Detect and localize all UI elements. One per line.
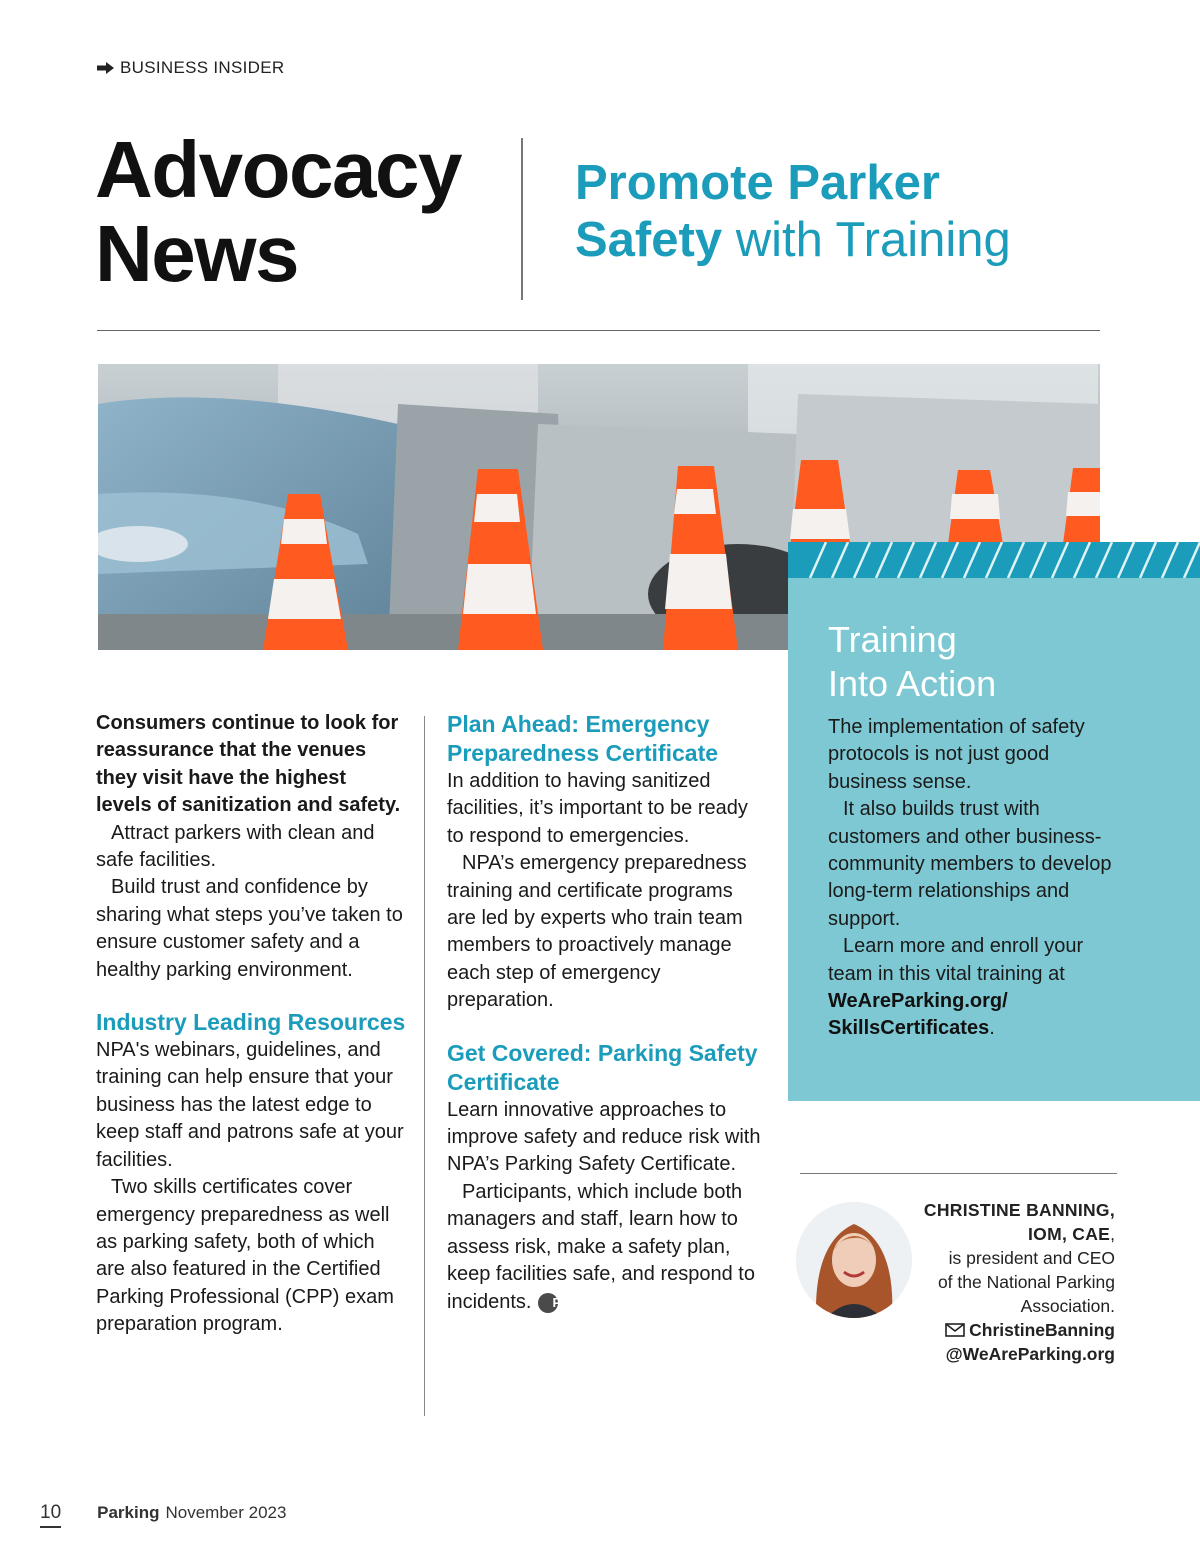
sidebar-paragraph-3-end: .: [989, 1017, 995, 1040]
sidebar-title: [828, 618, 996, 706]
subtitle-rest: with Training: [722, 213, 1011, 267]
column2-paragraph-4-text: Participants, which include both managers and staff, learn how to assess risk, make a safety plan, keep facilities safe, and respond to incidents.: [447, 1180, 755, 1313]
sidebar-stripe-band: [788, 542, 1200, 578]
section-label-text: BUSINESS INSIDER: [120, 58, 285, 77]
heading-industry-leading-resources: Industry Leading Resources: [96, 1009, 406, 1036]
subtitle-bold-2: Safety: [575, 213, 723, 267]
column1-paragraph-4: Two skills certificates cover emergency preparedness as well as parking safety, both of which are also featured in the Certified Parking Professional (CPP) exam preparation program.: [96, 1176, 394, 1336]
sidebar-training-into-action: [788, 542, 1200, 1101]
column1-paragraph-1: Attract parkers with clean and safe facilities.: [96, 821, 375, 872]
title-divider: [521, 138, 523, 300]
author-name-line-1: CHRISTINE BANNING,: [923, 1200, 1115, 1220]
column2-paragraph-1: In addition to having sanitized facilities, it’s important to be ready to respond to emergencies.: [447, 770, 748, 847]
article-column-2: [447, 710, 763, 1316]
sidebar-title-line-1: Training: [828, 619, 957, 660]
author-name-line-2-row: [815, 1222, 1115, 1246]
article-column-1: [96, 710, 406, 1339]
header-rule: [97, 330, 1100, 331]
author-bio-line-3: Association.: [1020, 1296, 1115, 1316]
magazine-name: Parking: [97, 1503, 160, 1522]
arrow-right-icon: [97, 62, 114, 74]
column2-paragraph-3: Learn innovative approaches to improve safety and reduce risk with NPA’s Parking Safety Certificate.: [447, 1098, 761, 1176]
title-line-1: Advocacy: [95, 125, 461, 214]
sidebar-paragraph-3-text: Learn more and enroll your team in this vital training at: [828, 935, 1084, 985]
page-footer: [40, 1502, 286, 1528]
skills-certificates-link[interactable]: WeAreParking.org/ SkillsCertificates: [828, 990, 1008, 1040]
column-divider: [424, 716, 425, 1416]
author-email[interactable]: [815, 1318, 1115, 1342]
column1-paragraph-2: Build trust and confidence by sharing what steps you’ve taken to ensure customer safety and a healthy parking environment.: [96, 876, 403, 981]
column1-paragraph-3: NPA's webinars, guidelines, and training can help ensure that your business has the latest edge to keep staff and patrons safe at your facilities.: [96, 1039, 404, 1171]
lead-paragraph: Consumers continue to look for reassurance that the venues they visit have the highest levels of sanitization and safety.: [96, 712, 401, 817]
author-name-line-2: IOM, CAE: [1028, 1224, 1111, 1244]
article-subtitle: [575, 155, 1011, 269]
author-bio: [815, 1198, 1115, 1366]
title-line-2: News: [95, 209, 298, 298]
column2-paragraph-2: NPA’s emergency preparedness training and certificate programs are led by experts who train team members to proactively manage each step of emergency preparation.: [447, 852, 747, 1012]
column2-paragraph-4: [447, 1179, 763, 1316]
sidebar-body: [828, 714, 1128, 1043]
section-label: [97, 58, 284, 78]
sidebar-paragraph-1: The implementation of safety protocols is not just good business sense.: [828, 716, 1085, 793]
mail-icon: [945, 1323, 965, 1337]
parking-p-icon: P: [538, 1293, 558, 1313]
author-email-line-1: ChristineBanning: [969, 1320, 1115, 1340]
sidebar-paragraph-2: It also builds trust with customers and other business-community members to develop long-term relationships and support.: [828, 798, 1112, 930]
author-name-comma: ,: [1110, 1224, 1115, 1244]
author-bio-line-1: is president and CEO: [948, 1248, 1115, 1268]
sidebar-paragraph-3: [828, 933, 1128, 1043]
author-rule: [800, 1173, 1117, 1174]
page-title: [95, 125, 461, 298]
author-email-line-2[interactable]: @WeAreParking.org: [945, 1344, 1115, 1364]
author-bio-line-2: of the National Parking: [937, 1272, 1115, 1292]
diagonal-stripes: [788, 542, 1200, 578]
page-number: 10: [40, 1502, 61, 1528]
subtitle-bold-1: Promote Parker: [575, 156, 940, 210]
heading-plan-ahead: Plan Ahead: Emergency Preparedness Certificate: [447, 711, 719, 766]
issue-date: November 2023: [165, 1503, 287, 1522]
heading-get-covered: Get Covered: Parking Safety Certificate: [447, 1039, 758, 1095]
sidebar-title-line-2: Into Action: [828, 663, 997, 704]
